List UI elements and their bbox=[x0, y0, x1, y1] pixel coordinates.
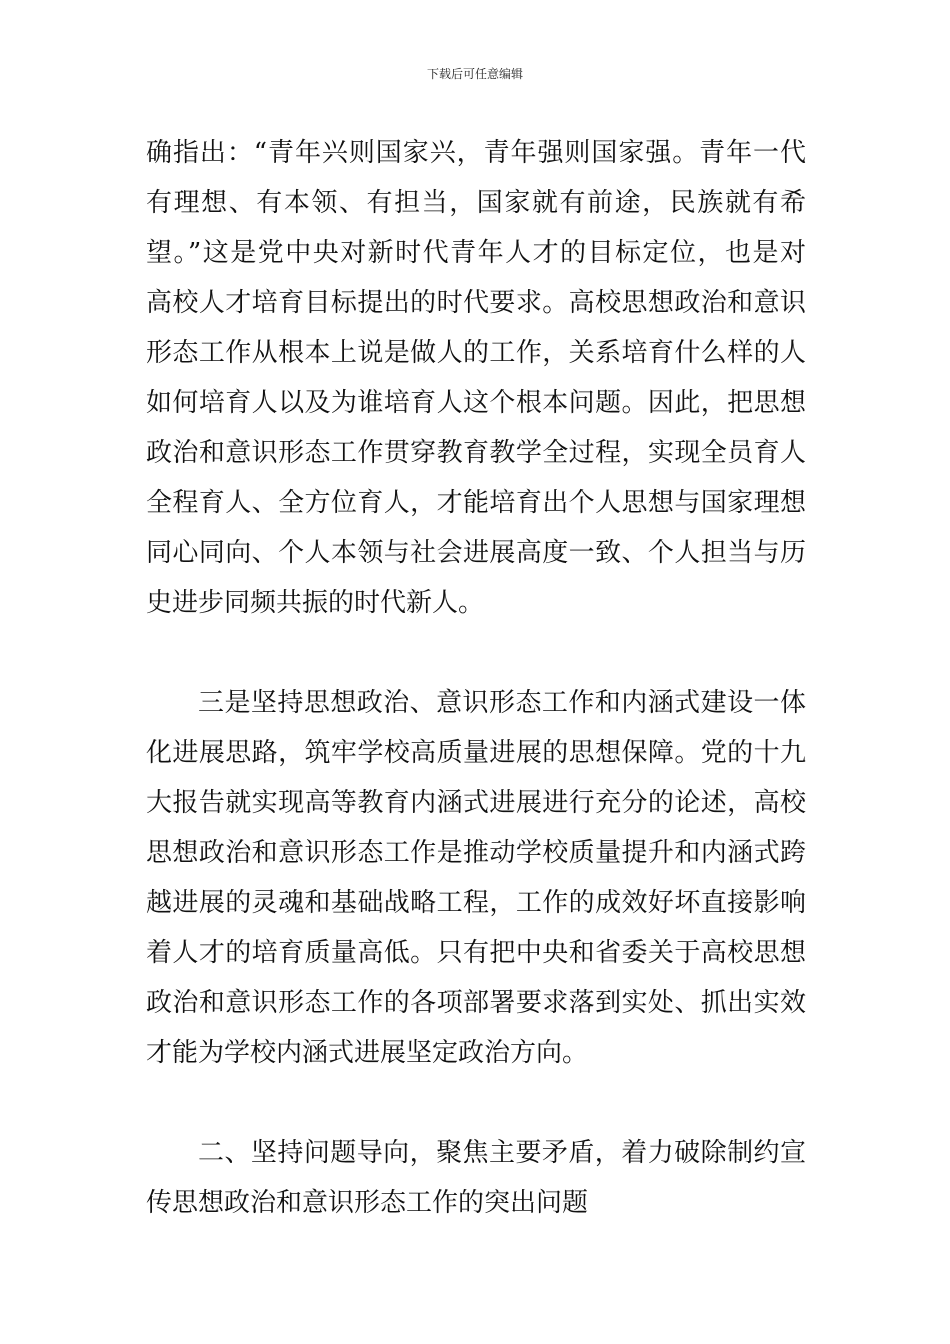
paragraph-2 bbox=[146, 678, 806, 1078]
text-line: 高校人才培育目标提出的时代要求。高校思想政治和意识 bbox=[146, 288, 806, 318]
text-line: 大报告就实现高等教育内涵式进展进行充分的论述，高校 bbox=[146, 788, 806, 818]
section-heading bbox=[146, 1128, 806, 1228]
text-line: 形态工作从根本上说是做人的工作，关系培育什么样的人 bbox=[146, 338, 806, 368]
paragraph-1 bbox=[146, 128, 806, 628]
text-line: 确指出：“青年兴则国家兴，青年强则国家强。青年一代 bbox=[146, 138, 806, 168]
text-line: 着人才的培育质量高低。只有把中央和省委关于高校思想 bbox=[146, 938, 806, 968]
text-line: 化进展思路，筑牢学校高质量进展的思想保障。党的十九 bbox=[146, 738, 806, 768]
text-line: 政治和意识形态工作贯穿教育教学全过程，实现全员育人 bbox=[146, 438, 806, 468]
text-line: 越进展的灵魂和基础战略工程，工作的成效好坏直接影响 bbox=[146, 888, 806, 918]
text-line: 才能为学校内涵式进展坚定政治方向。 bbox=[146, 1038, 589, 1068]
text-line: 思想政治和意识形态工作是推动学校质量提升和内涵式跨 bbox=[146, 838, 806, 868]
paragraph-gap bbox=[146, 1078, 806, 1128]
text-line: 传思想政治和意识形态工作的突出问题 bbox=[146, 1188, 589, 1218]
text-line: 史进步同频共振的时代新人。 bbox=[146, 588, 485, 618]
text-line: 三是坚持思想政治、意识形态工作和内涵式建设一体 bbox=[198, 688, 806, 718]
text-line: 全程育人、全方位育人，才能培育出个人思想与国家理想 bbox=[146, 488, 806, 518]
text-line: 二、坚持问题导向，聚焦主要矛盾，着力破除制约宣 bbox=[198, 1138, 806, 1168]
text-line: 同心同向、个人本领与社会进展高度一致、个人担当与历 bbox=[146, 538, 806, 568]
text-line: 望。”这是党中央对新时代青年人才的目标定位，也是对 bbox=[146, 238, 806, 268]
page-header: 下载后可任意编辑 bbox=[426, 67, 523, 81]
paragraph-gap bbox=[146, 628, 806, 678]
text-line: 如何培育人以及为谁培育人这个根本问题。因此，把思想 bbox=[146, 388, 806, 418]
document-body bbox=[146, 128, 806, 1228]
text-line: 政治和意识形态工作的各项部署要求落到实处、抓出实效 bbox=[146, 988, 806, 1018]
text-line: 有理想、有本领、有担当，国家就有前途，民族就有希 bbox=[146, 188, 806, 218]
